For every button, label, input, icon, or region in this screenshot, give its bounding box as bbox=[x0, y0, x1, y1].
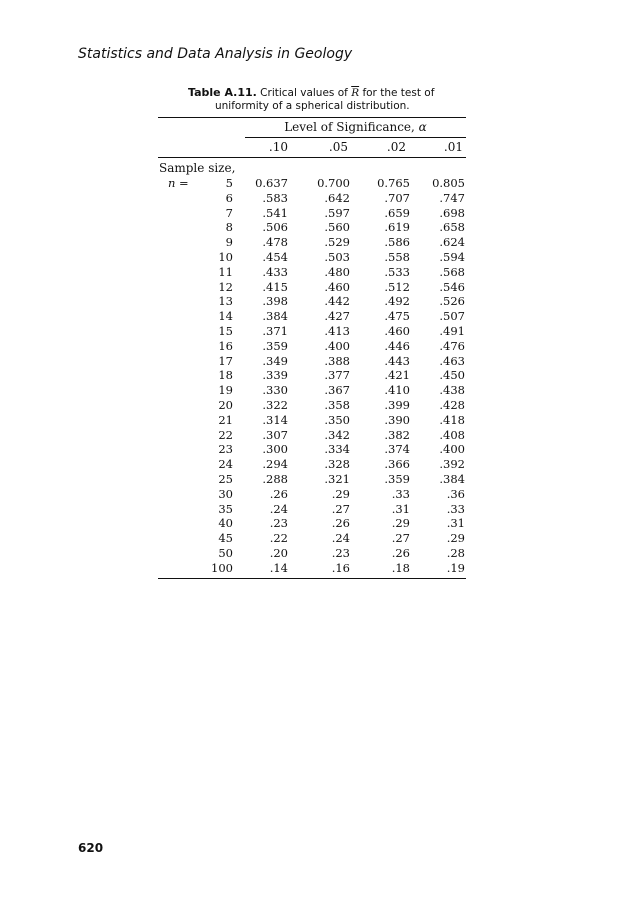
critical-value-cell: .442 bbox=[324, 294, 350, 309]
page-number: 620 bbox=[78, 841, 104, 855]
critical-value-cell: .586 bbox=[384, 235, 410, 250]
significance-header bbox=[245, 120, 466, 134]
sample-size-cell bbox=[158, 516, 233, 530]
critical-value-cell: .476 bbox=[439, 338, 465, 353]
critical-value-cell: .342 bbox=[324, 427, 350, 442]
critical-value-cell: .294 bbox=[262, 457, 288, 472]
critical-value-cell: .503 bbox=[324, 249, 350, 264]
critical-value-cell: .460 bbox=[324, 279, 350, 294]
critical-value-cell: .400 bbox=[439, 442, 465, 457]
critical-value-cell: .583 bbox=[262, 190, 288, 205]
critical-value-cell: 0.805 bbox=[432, 176, 465, 190]
critical-value-cell: .392 bbox=[439, 457, 465, 472]
table-row bbox=[158, 339, 466, 354]
critical-value-cell: .413 bbox=[324, 323, 350, 338]
sample-size-value: 21 bbox=[218, 412, 233, 427]
critical-value-cell: .314 bbox=[262, 412, 288, 427]
sample-size-cell bbox=[158, 280, 233, 294]
sample-size-cell bbox=[158, 487, 233, 501]
critical-value-cell: .408 bbox=[439, 427, 465, 442]
table-row bbox=[158, 457, 466, 472]
sample-size-cell bbox=[158, 546, 233, 560]
critical-value-cell: .26 bbox=[391, 545, 410, 560]
table-row bbox=[158, 413, 466, 428]
critical-value-cell: .26 bbox=[331, 516, 350, 531]
critical-value-cell: .18 bbox=[391, 560, 410, 575]
critical-value-cell: .428 bbox=[439, 397, 465, 412]
sample-size-cell bbox=[158, 309, 233, 323]
table-row bbox=[158, 220, 466, 235]
caption-text-after: for the test of bbox=[362, 87, 435, 99]
sample-size-value: 100 bbox=[211, 560, 233, 575]
table-row bbox=[158, 531, 466, 546]
critical-value-cell: .658 bbox=[439, 220, 465, 235]
sample-size-value: 11 bbox=[218, 264, 233, 279]
caption-text-before: Critical values of bbox=[260, 87, 348, 99]
critical-value-cell: .438 bbox=[439, 383, 465, 398]
critical-value-cell: .20 bbox=[269, 545, 288, 560]
critical-value-cell: .507 bbox=[439, 309, 465, 324]
sample-size-cell bbox=[158, 502, 233, 516]
critical-value-cell: .427 bbox=[324, 309, 350, 324]
sample-size-cell bbox=[158, 472, 233, 486]
sample-size-value: 16 bbox=[218, 338, 233, 353]
critical-value-cell: .526 bbox=[439, 294, 465, 309]
critical-value-cell: .367 bbox=[324, 383, 350, 398]
critical-value-cell: .529 bbox=[324, 235, 350, 250]
critical-value-cell: .619 bbox=[384, 220, 410, 235]
critical-value-cell: .31 bbox=[391, 501, 410, 516]
critical-value-cell: .560 bbox=[324, 220, 350, 235]
critical-value-cell: .659 bbox=[384, 205, 410, 220]
critical-value-cell: .36 bbox=[446, 486, 465, 501]
table-body bbox=[158, 176, 466, 576]
critical-value-cell: .22 bbox=[269, 531, 288, 546]
sample-size-value: 17 bbox=[218, 353, 233, 368]
critical-value-cell: .463 bbox=[439, 353, 465, 368]
critical-value-cell: .597 bbox=[324, 205, 350, 220]
critical-value-cell: .350 bbox=[324, 412, 350, 427]
sample-size-cell bbox=[158, 176, 233, 190]
critical-value-cell: .322 bbox=[262, 397, 288, 412]
critical-value-cell: .288 bbox=[262, 471, 288, 486]
critical-value-cell: .475 bbox=[384, 309, 410, 324]
sample-size-cell bbox=[158, 457, 233, 471]
column-header: .05 bbox=[328, 140, 348, 154]
caption-label: Table A.11. bbox=[188, 86, 257, 99]
sample-size-value: 7 bbox=[225, 205, 233, 220]
table-row bbox=[158, 235, 466, 250]
sample-size-cell bbox=[158, 413, 233, 427]
critical-value-cell: .390 bbox=[384, 412, 410, 427]
sample-size-value: 23 bbox=[218, 442, 233, 457]
sample-size-value: 50 bbox=[218, 545, 233, 560]
table-row bbox=[158, 502, 466, 517]
critical-value-cell: .359 bbox=[262, 338, 288, 353]
sample-size-value: 9 bbox=[225, 235, 233, 250]
critical-value-cell: .23 bbox=[269, 516, 288, 531]
sample-size-value: 8 bbox=[225, 220, 233, 235]
critical-value-cell: .349 bbox=[262, 353, 288, 368]
critical-value-cell: .492 bbox=[384, 294, 410, 309]
critical-value-cell: .27 bbox=[391, 531, 410, 546]
critical-value-cell: .23 bbox=[331, 545, 350, 560]
table-row bbox=[158, 442, 466, 457]
sample-size-value: 13 bbox=[218, 294, 233, 309]
table-row bbox=[158, 398, 466, 413]
critical-value-cell: .377 bbox=[324, 368, 350, 383]
critical-value-cell: .374 bbox=[384, 442, 410, 457]
sample-size-cell bbox=[158, 383, 233, 397]
critical-value-cell: .14 bbox=[269, 560, 288, 575]
table-row bbox=[158, 191, 466, 206]
sample-size-cell bbox=[158, 235, 233, 249]
table-row bbox=[158, 280, 466, 295]
table-bottom-rule bbox=[158, 578, 466, 579]
table-row bbox=[158, 516, 466, 531]
critical-value-cell: .359 bbox=[384, 471, 410, 486]
sample-size-cell bbox=[158, 368, 233, 382]
sample-size-cell bbox=[158, 220, 233, 234]
sample-size-cell bbox=[158, 339, 233, 353]
critical-value-cell: .450 bbox=[439, 368, 465, 383]
significance-label: Level of Significance, bbox=[284, 120, 415, 134]
sample-size-cell bbox=[158, 398, 233, 412]
sample-size-value: 24 bbox=[218, 457, 233, 472]
critical-value-cell: .478 bbox=[262, 235, 288, 250]
critical-value-cell: .371 bbox=[262, 323, 288, 338]
sample-size-cell bbox=[158, 531, 233, 545]
table-row bbox=[158, 309, 466, 324]
critical-value-cell: .421 bbox=[384, 368, 410, 383]
n-label: n = bbox=[168, 176, 189, 190]
critical-value-cell: .698 bbox=[439, 205, 465, 220]
column-header: .02 bbox=[386, 140, 406, 154]
critical-value-cell: 0.700 bbox=[317, 176, 350, 190]
critical-value-cell: .558 bbox=[384, 249, 410, 264]
critical-value-cell: .307 bbox=[262, 427, 288, 442]
critical-value-cell: .300 bbox=[262, 442, 288, 457]
critical-value-cell: .399 bbox=[384, 397, 410, 412]
critical-value-cell: .330 bbox=[262, 383, 288, 398]
sample-size-value: 5 bbox=[225, 176, 233, 190]
critical-value-cell: .410 bbox=[384, 383, 410, 398]
column-headers bbox=[158, 140, 466, 156]
running-head: Statistics and Data Analysis in Geology bbox=[78, 46, 353, 62]
critical-value-cell: .29 bbox=[446, 531, 465, 546]
critical-value-cell: .624 bbox=[439, 235, 465, 250]
critical-value-cell: .24 bbox=[269, 501, 288, 516]
critical-value-cell: .480 bbox=[324, 264, 350, 279]
critical-value-cell: .415 bbox=[262, 279, 288, 294]
table-row bbox=[158, 250, 466, 265]
critical-value-cell: .512 bbox=[384, 279, 410, 294]
sample-size-value: 20 bbox=[218, 397, 233, 412]
stub-header: Sample size, bbox=[159, 161, 236, 175]
column-header: .01 bbox=[443, 140, 463, 154]
critical-value-cell: .460 bbox=[384, 323, 410, 338]
sample-size-value: 6 bbox=[225, 190, 233, 205]
sample-size-value: 40 bbox=[218, 516, 233, 531]
table-row bbox=[158, 428, 466, 443]
table-row bbox=[158, 176, 466, 191]
table-row bbox=[158, 546, 466, 561]
critical-value-cell: .418 bbox=[439, 412, 465, 427]
critical-value-cell: .334 bbox=[324, 442, 350, 457]
critical-value-cell: .454 bbox=[262, 249, 288, 264]
sample-size-value: 14 bbox=[218, 309, 233, 324]
critical-value-cell: .33 bbox=[446, 501, 465, 516]
critical-value-cell: .382 bbox=[384, 427, 410, 442]
table-row bbox=[158, 265, 466, 280]
sample-size-cell bbox=[158, 294, 233, 308]
table-row bbox=[158, 472, 466, 487]
caption-symbol: $\overline{R}$ bbox=[351, 87, 360, 99]
critical-value-cell: .546 bbox=[439, 279, 465, 294]
critical-value-cell: .24 bbox=[331, 531, 350, 546]
column-header: .10 bbox=[268, 140, 288, 154]
critical-value-cell: .400 bbox=[324, 338, 350, 353]
critical-value-cell: .533 bbox=[384, 264, 410, 279]
sample-size-value: 25 bbox=[218, 471, 233, 486]
sample-size-cell bbox=[158, 324, 233, 338]
critical-value-cell: .446 bbox=[384, 338, 410, 353]
table-row bbox=[158, 383, 466, 398]
sample-size-cell bbox=[158, 428, 233, 442]
critical-value-cell: .491 bbox=[439, 323, 465, 338]
sample-size-value: 30 bbox=[218, 486, 233, 501]
critical-value-cell: .506 bbox=[262, 220, 288, 235]
table-row bbox=[158, 487, 466, 502]
alpha-symbol: α bbox=[418, 120, 427, 134]
critical-value-cell: .398 bbox=[262, 294, 288, 309]
critical-value-cell: .384 bbox=[262, 309, 288, 324]
critical-value-cell: .28 bbox=[446, 545, 465, 560]
critical-value-cell: .321 bbox=[324, 471, 350, 486]
sample-size-cell bbox=[158, 442, 233, 456]
sample-size-value: 19 bbox=[218, 383, 233, 398]
sample-size-value: 22 bbox=[218, 427, 233, 442]
critical-value-cell: .26 bbox=[269, 486, 288, 501]
table-caption bbox=[188, 86, 478, 113]
table-row bbox=[158, 206, 466, 221]
sample-size-value: 10 bbox=[218, 249, 233, 264]
critical-value-cell: .16 bbox=[331, 560, 350, 575]
critical-value-cell: .29 bbox=[391, 516, 410, 531]
sample-size-cell bbox=[158, 265, 233, 279]
sample-size-cell bbox=[158, 250, 233, 264]
sample-size-cell bbox=[158, 206, 233, 220]
critical-value-cell: .29 bbox=[331, 486, 350, 501]
critical-value-cell: .747 bbox=[439, 190, 465, 205]
sample-size-value: 15 bbox=[218, 323, 233, 338]
critical-value-cell: .388 bbox=[324, 353, 350, 368]
sample-size-value: 35 bbox=[218, 501, 233, 516]
critical-value-cell: .707 bbox=[384, 190, 410, 205]
critical-value-cell: .594 bbox=[439, 249, 465, 264]
sample-size-value: 12 bbox=[218, 279, 233, 294]
sample-size-value: 45 bbox=[218, 531, 233, 546]
critical-value-cell: .358 bbox=[324, 397, 350, 412]
sample-size-value: 18 bbox=[218, 368, 233, 383]
critical-value-cell: .31 bbox=[446, 516, 465, 531]
table-row bbox=[158, 294, 466, 309]
table-row bbox=[158, 324, 466, 339]
sample-size-cell bbox=[158, 561, 233, 575]
critical-value-cell: .642 bbox=[324, 190, 350, 205]
sample-size-cell bbox=[158, 191, 233, 205]
critical-value-cell: .541 bbox=[262, 205, 288, 220]
critical-value-cell: .339 bbox=[262, 368, 288, 383]
table-row bbox=[158, 368, 466, 383]
caption-line-2: uniformity of a spherical distribution. bbox=[215, 100, 410, 112]
critical-value-cell: .328 bbox=[324, 457, 350, 472]
table-top-rule bbox=[158, 117, 466, 118]
critical-value-cell: .433 bbox=[262, 264, 288, 279]
significance-rule bbox=[245, 137, 466, 138]
critical-value-cell: 0.637 bbox=[255, 176, 288, 190]
table-row bbox=[158, 354, 466, 369]
critical-value-cell: .384 bbox=[439, 471, 465, 486]
critical-value-cell: .366 bbox=[384, 457, 410, 472]
table-row bbox=[158, 561, 466, 576]
critical-value-cell: .33 bbox=[391, 486, 410, 501]
critical-value-cell: 0.765 bbox=[377, 176, 410, 190]
sample-size-cell bbox=[158, 354, 233, 368]
critical-value-cell: .19 bbox=[446, 560, 465, 575]
critical-value-cell: .443 bbox=[384, 353, 410, 368]
critical-value-cell: .568 bbox=[439, 264, 465, 279]
critical-value-cell: .27 bbox=[331, 501, 350, 516]
header-rule bbox=[158, 157, 466, 158]
